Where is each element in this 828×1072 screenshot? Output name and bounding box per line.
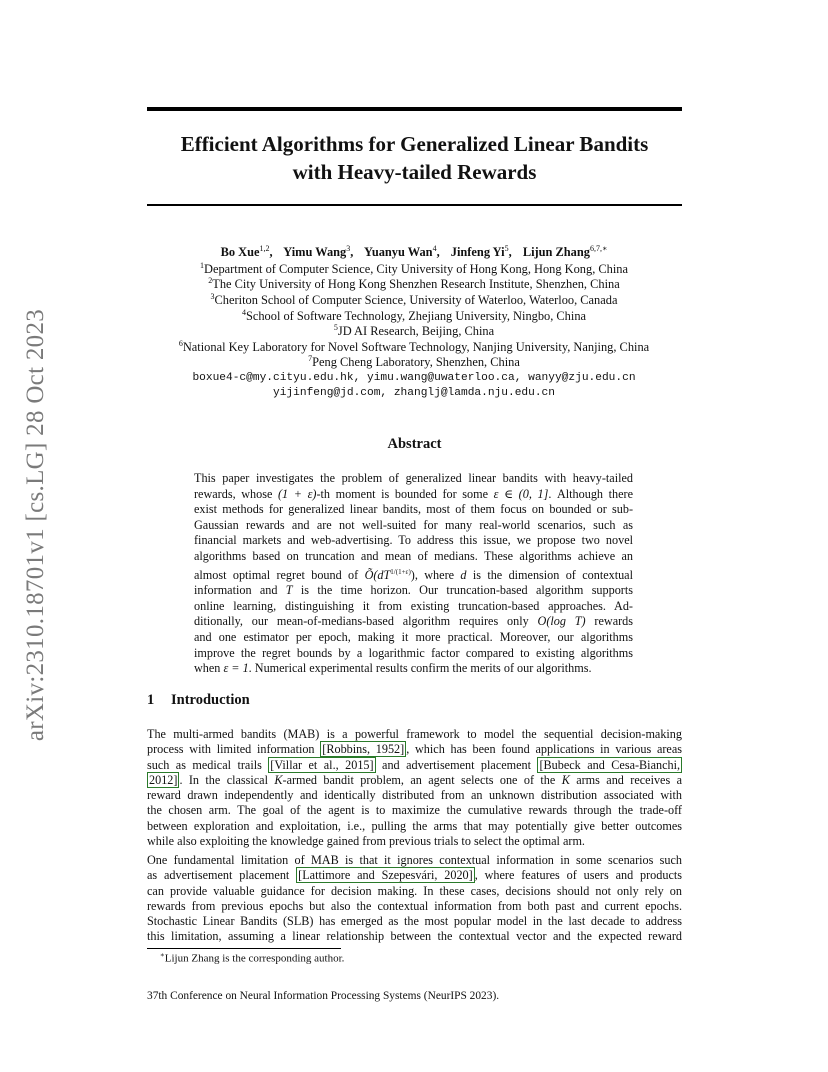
title-line-2: with Heavy-tailed Rewards [292, 160, 537, 184]
body-line: as advertisement placement [Lattimore and Szepesvári, 2020] , where features of users and products [147, 868, 682, 883]
author-list: Bo Xue$^{1,2}$, Yimu Wang$^3$, Yuanyu Wan$^4$, Jinfeng Yi$^5$, Lijun Zhang$^{6,7,∗}$ [220, 244, 608, 260]
citation-link[interactable]: [Robbins, 1952] [322, 742, 405, 757]
abstract-body [194, 471, 633, 677]
body-line: One fundamental limitation of MAB is that it ignores contextual information in some scenarios such [147, 853, 682, 867]
abstract-line: exist methods for generalized linear bandits, most of them focus on bounded or sub- [194, 502, 633, 517]
author-affiliation-mark: 5 [504, 244, 509, 253]
intro-paragraph-2 [147, 853, 682, 945]
author-name: Yuanyu Wan [364, 245, 433, 260]
footnote-mark: ∗ [160, 951, 165, 959]
affiliation: $^5$JD AI Research, Beijing, China [333, 322, 495, 339]
abstract-heading: Abstract [387, 436, 442, 452]
affiliation: $^6$National Key Laboratory for Novel Software Technology, Nanjing University, Nanjing, China [178, 338, 650, 354]
author-name: Bo Xue [220, 245, 260, 260]
author-affiliation-mark: 3 [346, 244, 351, 253]
author-block [100, 241, 728, 402]
author-affiliation-mark: 4 [432, 244, 437, 253]
body-line: can provide valuable guidance for decision making. In these cases, decisions should not only rely on [147, 883, 682, 898]
citation-link[interactable]: 2012] [149, 772, 178, 787]
title-bottom-rule [147, 204, 682, 206]
body-line: 2012] . In the classical K-armed bandit problem, an agent selects one of the K arms and receives a [149, 772, 683, 787]
intro-paragraph-1 [147, 727, 682, 849]
body-line: process with limited information [Robbins, 1952] , which has been found applications in various areas [147, 742, 682, 757]
author-name: Jinfeng Yi [450, 245, 505, 260]
body-line: between exploration and exploitation, i.e., pulling the arms that may potentially give better outcomes [147, 818, 682, 833]
arxiv-identifier: arXiv:2310.18701v1 [cs.LG] 28 Oct 2023 [22, 308, 50, 742]
section-number: 1 [147, 692, 155, 708]
footnote [160, 951, 344, 965]
abstract-line: almost optimal regret bound of $Õ(dT^{1/(1+\varepsilon)})$, where d is the dimension of contextual [194, 567, 633, 582]
author-affiliation-mark: 1,2 [259, 244, 270, 253]
section-heading-introduction [147, 692, 250, 709]
footnote-rule [147, 948, 341, 949]
arxiv-sidebar-stamp [14, 290, 58, 760]
abstract-line: rewards, whose (1 + ε)-th moment is bounded for some ε ∈ (0, 1]. Although there [194, 486, 633, 501]
abstract-line: algorithms based on truncation and mean of medians. These algorithms achieve an [194, 548, 633, 563]
affiliation: $^1$Department of Computer Science, City University of Hong Kong, Hong Kong, China [200, 260, 628, 276]
body-line: The multi-armed bandits (MAB) is a powerful framework to model the sequential decision-making [147, 727, 682, 741]
abstract-line: ditionally, our mean-of-medians-based algorithm requires only O(log T) rewards [194, 614, 633, 629]
abstract-line: This paper investigates the problem of generalized linear bandits with heavy-tailed [194, 471, 633, 485]
paper-title [147, 130, 682, 186]
abstract-line: and one estimator per epoch, making it more practical. Moreover, our algorithms [194, 630, 633, 644]
author-name: Lijun Zhang [522, 245, 590, 260]
citation-link[interactable]: [Bubeck and Cesa-Bianchi, [539, 757, 681, 772]
affiliation: $^3$Cheriton School of Computer Science, University of Waterloo, Waterloo, Canada [210, 291, 618, 307]
affiliation: $^4$School of Software Technology, Zhejiang University, Ningbo, China [241, 307, 587, 323]
citation-link[interactable]: [Lattimore and Szepesvári, 2020] [298, 868, 473, 883]
abstract-line: when ε = 1. Numerical experimental results confirm the merits of our algorithms. [194, 661, 592, 676]
affiliation: $^2$The City University of Hong Kong Shenzhen Research Institute, Shenzhen, China [208, 276, 620, 292]
section-title: Introduction [171, 692, 250, 708]
email-line: boxue4-c@my.cityu.edu.hk, yimu.wang@uwaterloo.ca, wanyy@zju.edu.cn [192, 371, 636, 384]
conference-notice: 37th Conference on Neural Information Processing Systems (NeurIPS 2023). [147, 990, 500, 1002]
body-line: the chosen arm. The goal of the agent is to maximize the cumulative rewards through the trade-off [147, 803, 682, 818]
citation-link[interactable]: [Villar et al., 2015] [270, 757, 374, 772]
abstract-line: online learning, distinguishing it from existing truncation-based approaches. Ad- [194, 598, 633, 613]
body-line: such as medical trails [Villar et al., 2015] and advertisement placement [Bubeck and Cesa-Bianchi, [147, 757, 681, 772]
body-line: while also exploiting the knowledge gained from previous trials to select the optimal arm. [147, 834, 585, 849]
footnote-text: Lijun Zhang is the corresponding author. [164, 952, 345, 965]
body-line: Stochastic Linear Bandits (SLB) has emerged as the most popular model in the last decade to address [147, 914, 682, 929]
email-line: yijinfeng@jd.com, zhanglj@lamda.nju.edu.cn [273, 387, 555, 400]
abstract-line: Gaussian rewards and are not well-suited for many real-world scenarios, such as [194, 517, 633, 532]
abstract-line: financial markets and web-advertising. To address this issue, we propose two novel [194, 533, 633, 548]
title-line-1: Efficient Algorithms for Generalized Linear Bandits [180, 132, 649, 156]
abstract-line: improve the regret bounds by a logarithmic factor compared to existing algorithms [194, 645, 633, 660]
body-line: reward drawn independently and identically distributed from an unknown distribution associated with [147, 788, 682, 803]
body-line: rewards from previous epochs but also the contextual information from both past and current epochs. [147, 898, 682, 913]
title-top-rule [147, 107, 682, 111]
author-name: Yimu Wang [283, 245, 347, 260]
affiliation: $^7$Peng Cheng Laboratory, Shenzhen, China [308, 354, 520, 370]
abstract-line: information and T is the time horizon. Our truncation-based algorithm supports [194, 583, 633, 598]
body-line: this limitation, assuming a linear relationship between the contextual vector and the expected reward [147, 929, 682, 944]
author-affiliation-mark: 6,7,∗ [589, 244, 608, 253]
